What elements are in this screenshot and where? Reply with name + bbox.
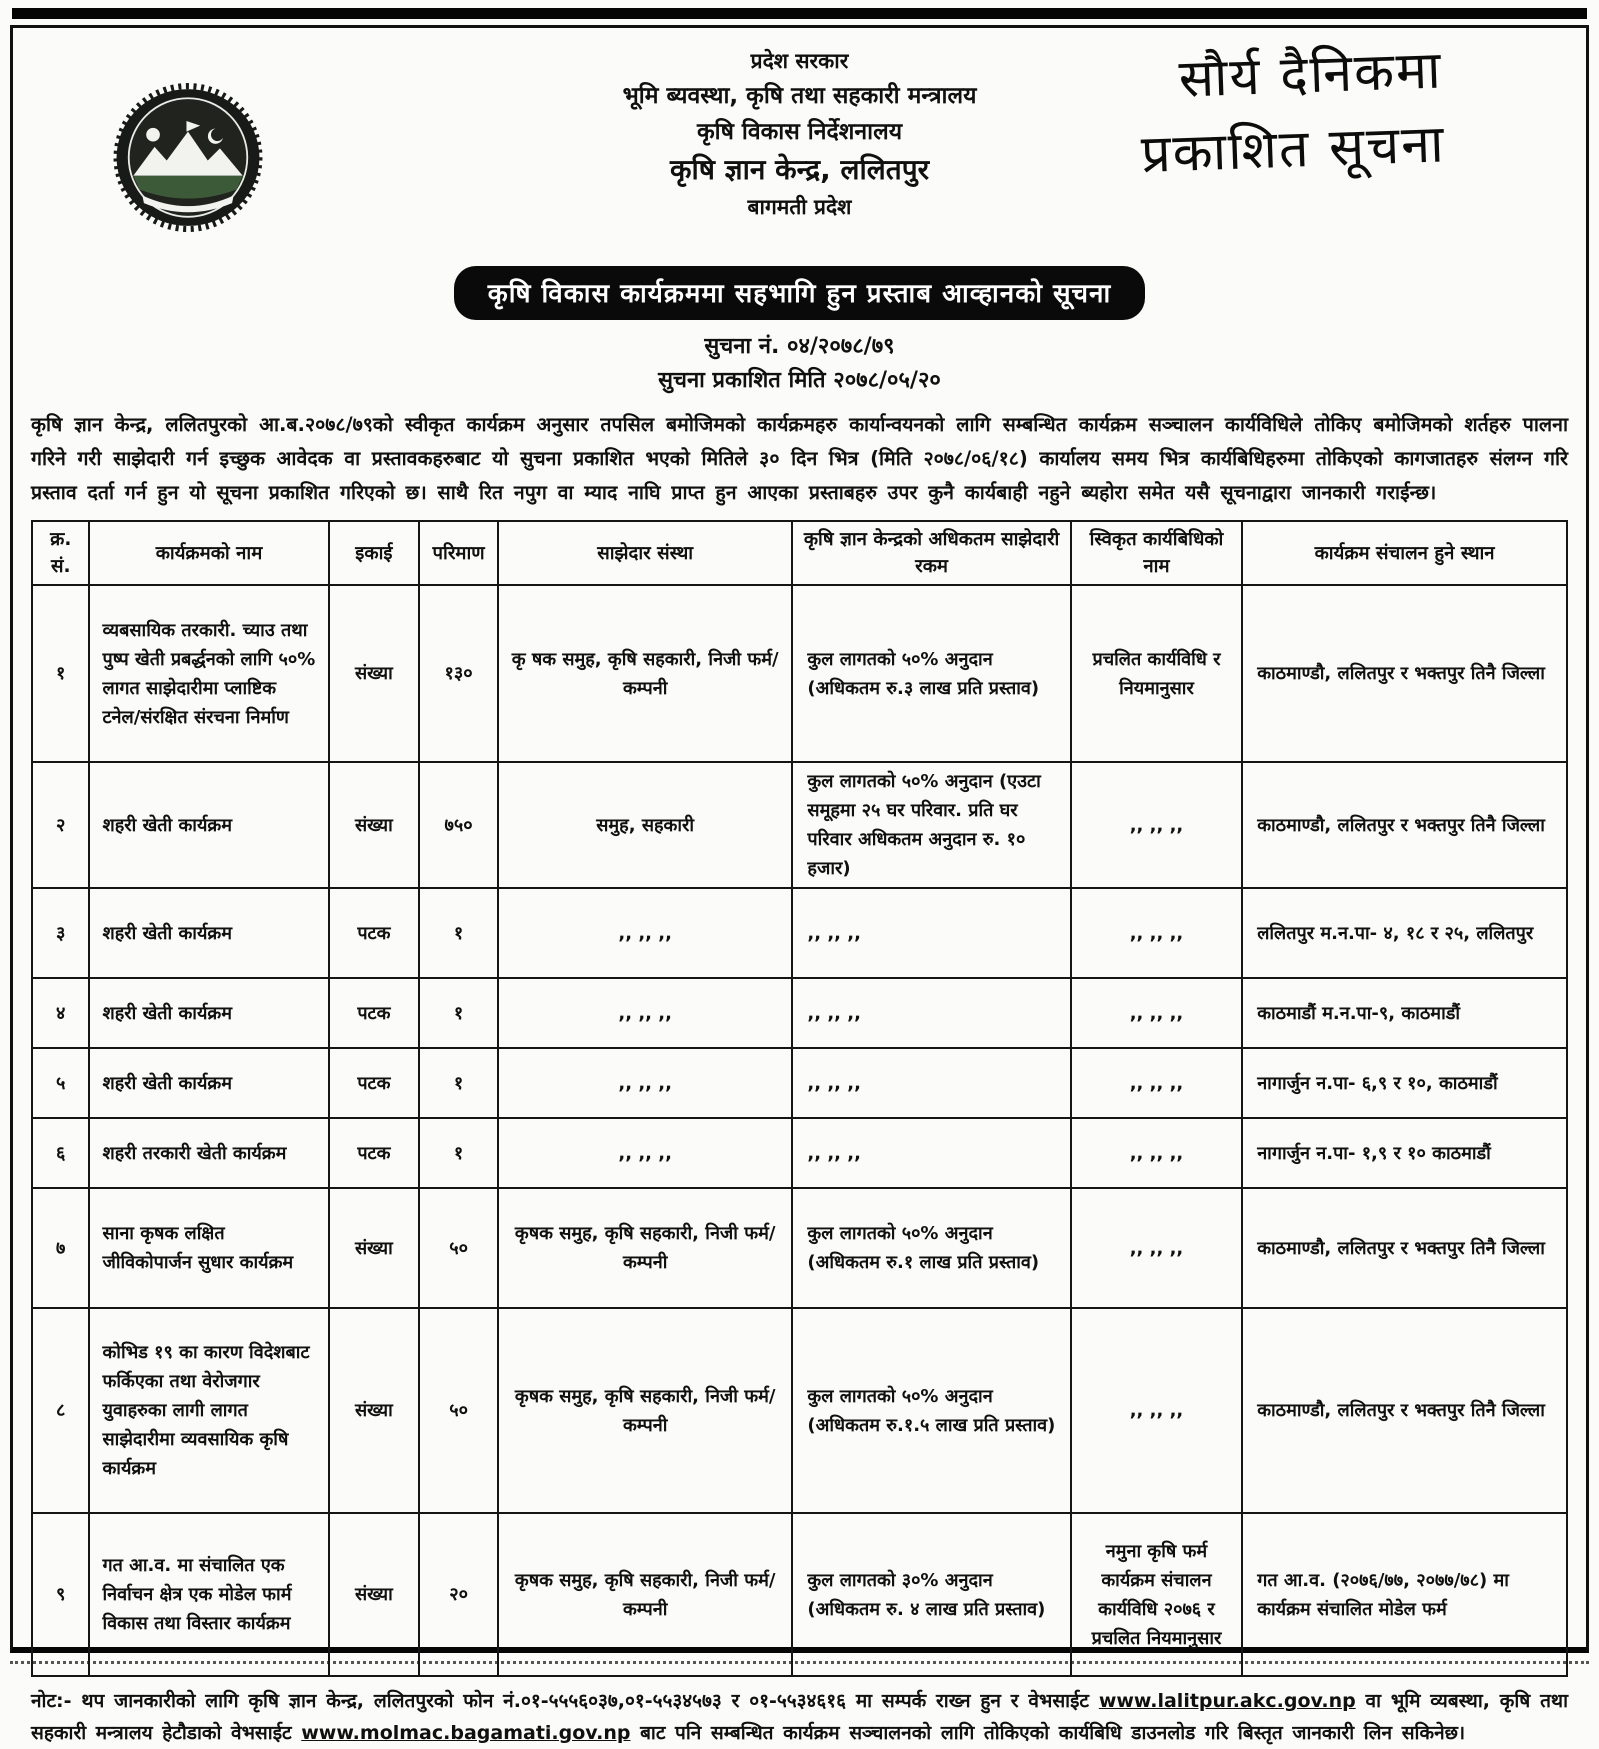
column-header: स्विकृत कार्यबिधिको नाम <box>1071 521 1242 585</box>
column-header: कार्यक्रम संचालन हुने स्थान <box>1242 521 1567 585</box>
footer-text-2: वा भूमि व्यबस्था, कृषि तथा सहकारी मन्त्रालय हेटौडाको वेभसाईट <box>31 1690 1568 1744</box>
notice-published-date: सुचना प्रकाशित मिति २०७८/०५/२० <box>658 368 941 393</box>
table-cell: संख्या <box>329 1188 420 1308</box>
table-cell: संख्या <box>329 762 420 888</box>
table-cell: ,, ,, ,, <box>498 1048 792 1118</box>
table-row <box>32 1513 1567 1676</box>
table-cell: कुल लागतको ५०% अनुदान (अधिकतम रु.१.५ लाख प्रति प्रस्ताव) <box>792 1308 1070 1513</box>
table-cell: १ <box>419 1118 498 1188</box>
table-cell: नागार्जुन न.पा- १,९ र १० काठमाडौं <box>1242 1118 1567 1188</box>
table-cell: ३ <box>32 888 89 978</box>
table-cell: कृषक समुह, कृषि सहकारी, निजी फर्म/कम्पनी <box>498 1308 792 1513</box>
table-row <box>32 1308 1567 1513</box>
table-row <box>32 1048 1567 1118</box>
table-cell: ७ <box>32 1188 89 1308</box>
table-cell: समुह, सहकारी <box>498 762 792 888</box>
column-header: कृषि ज्ञान केन्द्रको अधिकतम साझेदारी रकम <box>792 521 1070 585</box>
table-cell: २० <box>419 1513 498 1676</box>
table-row <box>32 1188 1567 1308</box>
column-header: साझेदार संस्था <box>498 521 792 585</box>
table-cell: काठमाण्डौ, ललितपुर र भक्तपुर तिनै जिल्ला <box>1242 1188 1567 1308</box>
table-cell: संख्या <box>329 585 420 762</box>
table-cell: कृ षक समुह, कृषि सहकारी, निजी फर्म/कम्पनी <box>498 585 792 762</box>
table-cell: नागार्जुन न.पा- ६,९ र १०, काठमाडौं <box>1242 1048 1567 1118</box>
table-cell: ,, ,, ,, <box>1071 978 1242 1048</box>
table-cell: ४ <box>32 978 89 1048</box>
table-header-row <box>32 521 1567 585</box>
province-line: बागमती प्रदेश <box>747 195 852 219</box>
programs-table <box>31 520 1568 1677</box>
table-cell: शहरी खेती कार्यक्रम <box>89 762 328 888</box>
table-cell: ललितपुर म.न.पा- ४, १८ र २५, ललितपुर <box>1242 888 1567 978</box>
table-cell: कृषक समुह, कृषि सहकारी, निजी फर्म/कम्पनी <box>498 1513 792 1676</box>
table-cell: ,, ,, ,, <box>792 1048 1070 1118</box>
column-header: कार्यक्रमको नाम <box>89 521 328 585</box>
table-cell: पटक <box>329 888 420 978</box>
table-cell: १ <box>419 1048 498 1118</box>
table-cell: ,, ,, ,, <box>792 978 1070 1048</box>
table-cell: ,, ,, ,, <box>498 1118 792 1188</box>
government-line: प्रदेश सरकार <box>750 49 849 73</box>
lalitpur-akc-website-link[interactable]: www.lalitpur.akc.gov.np <box>1098 1690 1356 1712</box>
table-cell: शहरी खेती कार्यक्रम <box>89 888 328 978</box>
table-cell: कुल लागतको ५०% अनुदान (अधिकतम रु.३ लाख प्रति प्रस्ताव) <box>792 585 1070 762</box>
footer-note <box>31 1685 1568 1749</box>
table-cell: ,, ,, ,, <box>792 1118 1070 1188</box>
table-cell: १ <box>32 585 89 762</box>
table-cell: संख्या <box>329 1513 420 1676</box>
table-cell: व्यबसायिक तरकारी. च्याउ तथा पुष्प खेती प्रबर्द्धनको लागि ५०% लागत साझेदारीमा प्लाष्टिक टनेल/संरक्षित संरचना निर्माण <box>89 585 328 762</box>
notice-frame <box>10 25 1589 1744</box>
directorate-line: कृषि विकास निर्देशनालय <box>696 119 903 145</box>
table-cell: काठमाण्डौ, ललितपुर र भक्तपुर तिनै जिल्ला <box>1242 1308 1567 1513</box>
table-body <box>32 585 1567 1676</box>
table-cell: ६ <box>32 1118 89 1188</box>
table-cell: ९ <box>32 1513 89 1676</box>
table-cell: ५० <box>419 1308 498 1513</box>
table-cell: ,, ,, ,, <box>1071 888 1242 978</box>
table-cell: ,, ,, ,, <box>1071 1118 1242 1188</box>
table-cell: ,, ,, ,, <box>1071 1308 1242 1513</box>
table-cell: ,, ,, ,, <box>498 978 792 1048</box>
column-header: इकाई <box>329 521 420 585</box>
header <box>31 36 1568 264</box>
table-cell: गत आ.व. (२०७६/७७, २०७७/७८) मा कार्यक्रम संचालित मोडेल फर्म <box>1242 1513 1567 1676</box>
table-cell: गत आ.व. मा संचालित एक निर्वाचन क्षेत्र एक मोडेल फार्म विकास तथा विस्तार कार्यक्रम <box>89 1513 328 1676</box>
table-cell: काठमाण्डौ, ललितपुर र भक्तपुर तिनै जिल्ला <box>1242 762 1567 888</box>
handwritten-annotation <box>1060 29 1565 194</box>
table-cell: १ <box>419 888 498 978</box>
office-line: कृषि ज्ञान केन्द्र, ललितपुर <box>669 153 930 186</box>
table-cell: पटक <box>329 978 420 1048</box>
footer-text-1: नोट:- थप जानकारीको लागि कृषि ज्ञान केन्द्र, ललितपुरको फोन नं.०१-५५५६०३७,०१-५५३४५७३ र ०१-५५३४६१६ मा सम्पर्क राख्न हुन र वेभसाईट <box>31 1690 1099 1712</box>
intro-paragraph: कृषि ज्ञान केन्द्र, ललितपुरको आ.ब.२०७८/७९को स्वीकृत कार्यक्रम अनुसार तपसिल बमोजिमको कार्यक्रमहरु कार्यान्वयनको लागि सम्बन्धित कार्यक्रम सञ्चालन कार्यविधिले तोकिए बमोजिमको शर्तहरु पालना गरिने गरी साझेदारी गर्न इच्छुक आवेदक वा प्रस्तावकहरुबाट यो सुचना प्रकाशित भएको मितिले ३० दिन भित्र (मिति २०७८/०६/१८) कार्यालय समय भित्र कार्यबिधिहरुमा तोकिएको कागजातहरु संलग्न गरि प्रस्ताव दर्ता गर्न हुन यो सूचना प्रकाशित गरिएको छ। साथै रित नपुग वा म्याद नाघि प्राप्त हुन आएका प्रस्ताबहरु उपर कुनै कार्यबाही नहुने ब्यहोरा समेत यसै सूचनाद्वारा जानकारी गराईन्छ। <box>31 413 1568 504</box>
table-cell: ,, ,, ,, <box>1071 1188 1242 1308</box>
table-cell: साना कृषक लक्षित जीविकोपार्जन सुधार कार्यक्रम <box>89 1188 328 1308</box>
table-cell: ५ <box>32 1048 89 1118</box>
table-cell: २ <box>32 762 89 888</box>
table-cell: ,, ,, ,, <box>1071 762 1242 888</box>
footer-text-3: बाट पनि सम्बन्धित कार्यक्रम सञ्चालनको लागि तोकिएको कार्यबिधि डाउनलोड गरि बिस्तृत जानकारी लिन सकिनेछ। <box>630 1722 1466 1744</box>
table-cell: पटक <box>329 1048 420 1118</box>
handwritten-line-1: सौर्य दैनिकमा <box>1177 40 1444 110</box>
table-cell: प्रचलित कार्यविधि र नियमानुसार <box>1071 585 1242 762</box>
table-cell: ८ <box>32 1308 89 1513</box>
table-row <box>32 978 1567 1048</box>
table-cell: कुल लागतको ५०% अनुदान (एउटा समूहमा २५ घर परिवार. प्रति घर परिवार अधिकतम अनुदान रु. १० हजार) <box>792 762 1070 888</box>
notice-title: कृषि विकास कार्यक्रममा सहभागि हुन प्रस्ताब आव्हानको सूचना <box>454 266 1145 320</box>
table-cell: संख्या <box>329 1308 420 1513</box>
table-row <box>32 1118 1567 1188</box>
table-cell: कुल लागतको ३०% अनुदान (अधिकतम रु. ४ लाख प्रति प्रस्ताव) <box>792 1513 1070 1676</box>
table-row <box>32 762 1567 888</box>
table-cell: ५० <box>419 1188 498 1308</box>
table-cell: शहरी खेती कार्यक्रम <box>89 978 328 1048</box>
table-cell: काठमाडौं म.न.पा-९, काठमाडौं <box>1242 978 1567 1048</box>
handwritten-line-2: प्रकाशित सूचना <box>1140 114 1447 185</box>
table-cell: १३० <box>419 585 498 762</box>
table-cell: नमुना कृषि फर्म कार्यक्रम संचालन कार्यविधि २०७६ र प्रचलित नियमानुसार <box>1071 1513 1242 1676</box>
notice-number: सुचना नं. ०४/२०७८/७९ <box>704 334 895 359</box>
table-cell: ७५० <box>419 762 498 888</box>
table-cell: शहरी तरकारी खेती कार्यक्रम <box>89 1118 328 1188</box>
table-cell: कुल लागतको ५०% अनुदान (अधिकतम रु.१ लाख प्रति प्रस्ताव) <box>792 1188 1070 1308</box>
column-header: परिमाण <box>419 521 498 585</box>
table-cell: कोभिड १९ का कारण विदेशबाट फर्किएका तथा वेरोजगार युवाहरुका लागी लागत साझेदारीमा व्यवसायिक कृषि कार्यक्रम <box>89 1308 328 1513</box>
table-cell: ,, ,, ,, <box>792 888 1070 978</box>
table-row <box>32 888 1567 978</box>
table-cell: काठमाण्डौ, ललितपुर र भक्तपुर तिनै जिल्ला <box>1242 585 1567 762</box>
ministry-line: भूमि ब्यवस्था, कृषि तथा सहकारी मन्त्रालय <box>622 83 977 109</box>
table-cell: ,, ,, ,, <box>1071 1048 1242 1118</box>
table-cell: कृषक समुह, कृषि सहकारी, निजी फर्म/कम्पनी <box>498 1188 792 1308</box>
nepal-government-emblem-icon <box>109 80 267 232</box>
table-cell: १ <box>419 978 498 1048</box>
column-header: क्र. सं. <box>32 521 89 585</box>
table-cell: ,, ,, ,, <box>498 888 792 978</box>
table-cell: पटक <box>329 1118 420 1188</box>
notice-title-wrap <box>31 266 1568 320</box>
top-rule <box>12 8 1587 19</box>
table-row <box>32 585 1567 762</box>
table-cell: शहरी खेती कार्यक्रम <box>89 1048 328 1118</box>
molmac-bagamati-website-link[interactable]: www.molmac.bagamati.gov.np <box>301 1722 631 1744</box>
